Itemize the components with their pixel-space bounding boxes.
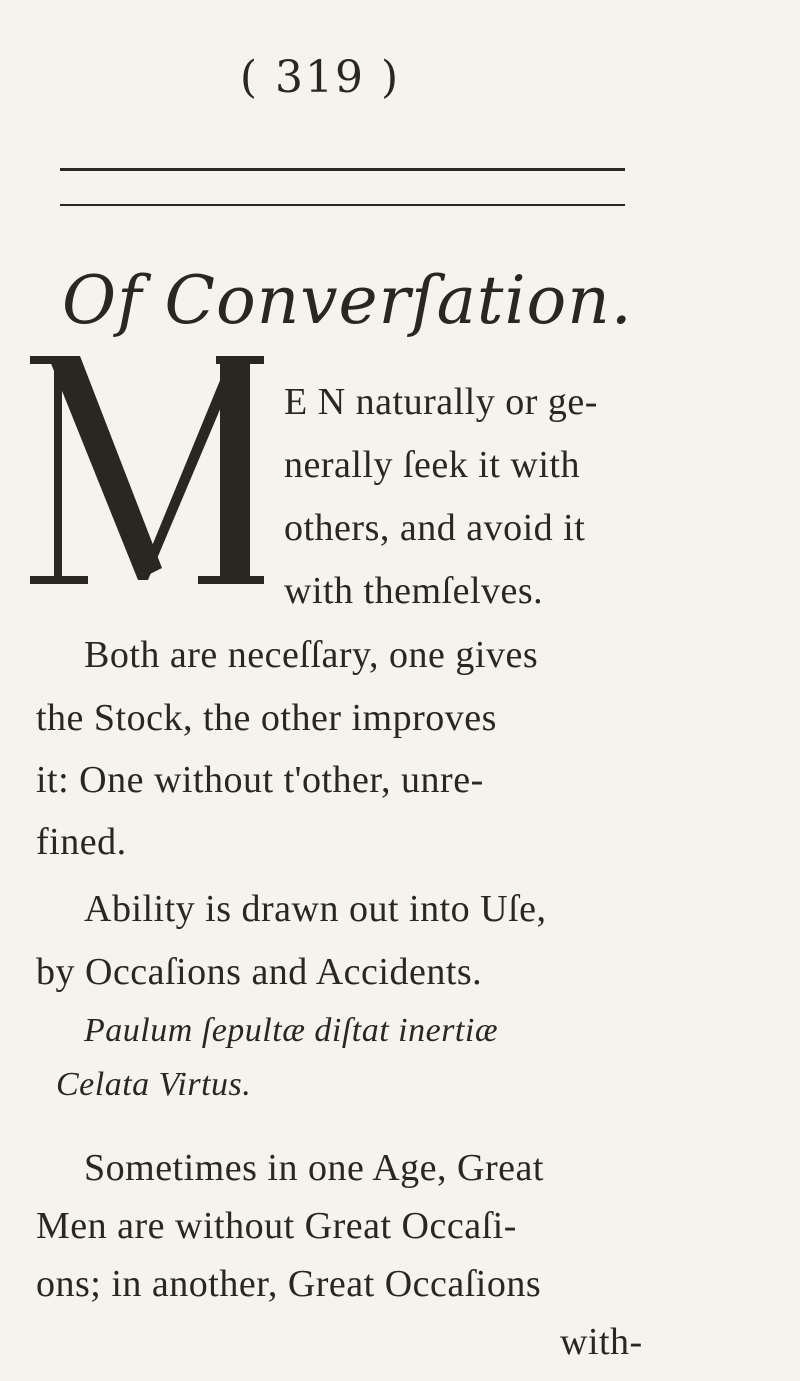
drop-cap-initial (30, 354, 268, 594)
text-line: others, and avoid it (284, 507, 586, 549)
page-number: ( 319 ) (239, 52, 401, 103)
text-line: nerally ſeek it with (284, 444, 580, 486)
latin-quote-line: Paulum ſepultæ diſtat inertiæ (84, 1012, 498, 1049)
text-line: E N naturally or ge- (284, 381, 598, 423)
text-line: with themſelves. (284, 570, 544, 612)
text-line: Ability is drawn out into Uſe, (84, 888, 547, 930)
text-line: Both are neceſſary, one gives (84, 634, 539, 676)
catchword: with- (560, 1321, 643, 1363)
text-line: ons; in another, Great Occaſions (36, 1263, 542, 1305)
text-line: the Stock, the other improves (36, 697, 497, 739)
latin-quote-line: Celata Virtus. (56, 1066, 252, 1103)
text-line: Sometimes in one Age, Great (84, 1147, 544, 1189)
header-rule-bottom (60, 204, 625, 206)
chapter-title: Of Converſation. (62, 262, 633, 339)
text-line: fined. (36, 821, 127, 863)
text-line: by Occaſions and Accidents. (36, 951, 483, 993)
header-rule-top (60, 168, 625, 171)
drop-cap-glyph (30, 354, 268, 594)
text-line: Men are without Great Occaſi- (36, 1205, 517, 1247)
text-line: it: One without t'other, unre- (36, 759, 484, 801)
